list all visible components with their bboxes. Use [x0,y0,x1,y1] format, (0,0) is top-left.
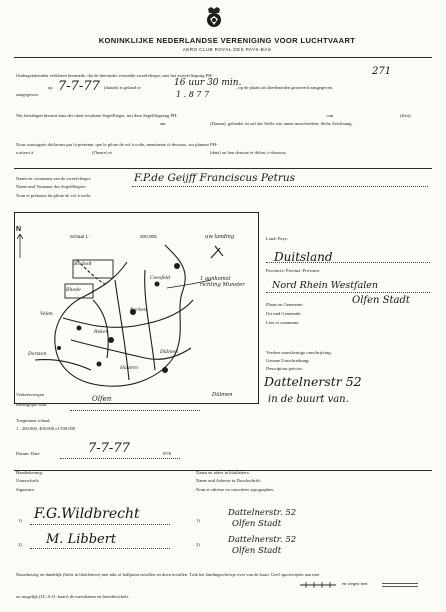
place-label-1: Plaats en Gemeente: [266,302,304,307]
declaration-fr-aterri: a atterri à [16,150,34,155]
place-label-3: Lieu et commune: [266,320,300,325]
allowed-scale-values: 1 : 200.000, 400.000 of 500.000 [16,426,76,431]
town-label-5: Dülmen [160,350,179,355]
pilot-label-nl: Naam en voornaam van de zweefvlieger: [16,176,92,181]
declaration-fr-heure: (l'heure) et [92,150,112,155]
place-value: Olfen Stadt [352,295,410,306]
name-label-3: Nom et adresse en caractères typographes: [196,487,275,492]
declaration-fr-date: (date) au lieu dessiné et défini ci-dessous. [210,150,287,155]
map-footer-right: Dülmen [212,392,233,398]
footer-en-wegen: en wegen met [342,581,368,586]
declaration-de-zeit: (Zeit), [400,113,412,118]
signature-1-line [30,524,170,525]
map-footer-label-1: Verkeerswegen [16,392,45,397]
map-scale-value: 200.000 [140,234,157,239]
town-label-8: Reken [94,330,109,335]
declaration-de-line1: Wir bestätigen hiermit dass der oben erwähnte Segelflieger, mit dem Segelflugzeug PH- [16,113,178,118]
pilot-label-fr: Nom et prénoms du pilote de vol à voile: [16,193,92,198]
map-footer-line [70,410,200,411]
map-annotation-arrival: 1 aankomst richting Munster [200,276,245,288]
map-annotation-landing: uw landing [205,234,235,240]
allowed-scale-label: Toegestane schaal: [16,418,51,423]
date-year: 1976 [162,451,172,456]
address-1-index: 1) [196,518,200,523]
ph-value: 271 [372,66,392,77]
date-label: Datum: Date [16,451,40,456]
organization-title: KONINKLIJKE NEDERLANDSE VERENIGING VOOR LUCHTVAART [98,36,356,45]
land-line [266,262,430,263]
name-label-2: Name und Adresse in Druckschrift: [196,478,262,483]
name-label-1: Naam en adres in blokletters: [196,470,250,475]
road-symbol-icon [382,582,418,588]
pilot-name-value: F.P.de Geijff Franciscus Petrus [134,172,296,184]
province-line [266,292,430,293]
declaration-nl-rest: , op de plaats als hierbeneden gearceerd aangegeven. [236,85,334,90]
town-label-6: Haltern [120,366,138,371]
declaration-nl-line1: Ondergetekenden verklaren hiermede, dat de hieronder vermelde zweefvlieger, met het zweefvliegtuig PH- [16,73,214,78]
address-2-index: 2) [196,542,200,547]
landing-date-value: 7-7-77 [58,79,100,94]
pilot-name-line [132,186,428,187]
town-label-1: Bocholt [74,262,92,267]
signature-2-index: 2) [18,542,22,547]
header-rule [14,57,432,58]
declaration-nl-datum: (datum) is geland te [104,85,141,90]
declaration-de-am: am [160,121,166,126]
description-value-1: Dattelnerstr 52 [264,374,362,389]
town-label-2: Rhede [66,288,81,293]
address-2b: Olfen Stadt [232,546,282,556]
address-1a: Dattelnerstr. 52 [228,508,297,518]
signature-label-2: Unterschrift: [16,478,40,483]
declaration-nl-line3: aangegeven. [16,92,39,97]
town-label-9: Velen [40,312,53,317]
section-rule-1 [14,168,432,169]
crown-emblem-icon [205,6,223,29]
land-value: Duitsland [274,250,333,264]
de-time-value: 1 . 8 7 7 [176,90,210,99]
north-label: N [16,226,22,233]
date-line [60,458,180,459]
place-label-2: Ort und Gemeinde: [266,311,302,316]
declaration-nl-op: op [48,85,53,90]
signature-label-3: Signature: [16,487,35,492]
map-footer-value: Olfen [92,395,112,403]
declaration-fr-line1: Nous soussignés déclarons par la présente, que le pilote de vol à voile, mentionné ci-dessous, sur planeur PH- [16,142,218,147]
description-label-3: Description précise: [266,366,303,371]
town-label-3: Borken [130,308,147,313]
signature-2-line [30,548,170,549]
signature-1: F.G.Wildbrecht [34,506,140,522]
pilot-label-de: Name und Vorname des Segelfliegers: [16,184,87,189]
land-label: Land: Pays: [266,236,288,241]
address-1b: Olfen Stadt [232,519,282,529]
declaration-de-um: , um [325,113,334,118]
declaration-de-datum: (Datum), gelandet ist auf der Stelle wie unten umschrieben, Siehe Zeichnung. [210,121,353,126]
footer-instructions-2: zo mogelijk (I.C.A.O.-kaart) de meridianen en breedtecirkels. [16,594,130,599]
map-footer-label-2: Belangrijke stad: [16,402,48,407]
town-label-7: Dorsten [28,352,47,357]
province-value: Nord Rhein Westfalen [272,280,379,291]
description-value-2: in de buurt van. [268,394,349,405]
signature-2: M. Libbert [46,532,117,547]
sketch-map-drawing [15,240,256,403]
footer-instructions-1: Nauwkeurig en duidelijk (liefst in blokletters) met inkt of ballpoint invullen en doen invullen. Trek het landingsschetsje over van de kaart. Geef spoorwijzen aan met [16,572,320,577]
province-label: Provincie: Provinz: Province: [266,268,321,273]
address-2a: Dattelnerstr. 52 [228,535,297,545]
map-scale-label: Schaal 1 : [70,234,91,239]
description-label-1: Verdere nauwkeurige omschrijving: [266,350,332,355]
signature-label-1: Handtekening: [16,470,44,475]
landing-time-value: 16 uur 30 min. [174,78,242,88]
date-value: 7-7-77 [88,441,130,456]
organization-subtitle: AERO CLUB ROYAL DES PAYS-BAS [182,47,272,52]
town-label-4: Coesfeld [150,276,171,281]
description-label-2: Genaue Umschreibung: [266,358,310,363]
signature-1-index: 1) [18,518,22,523]
railway-symbol-icon [300,582,336,588]
